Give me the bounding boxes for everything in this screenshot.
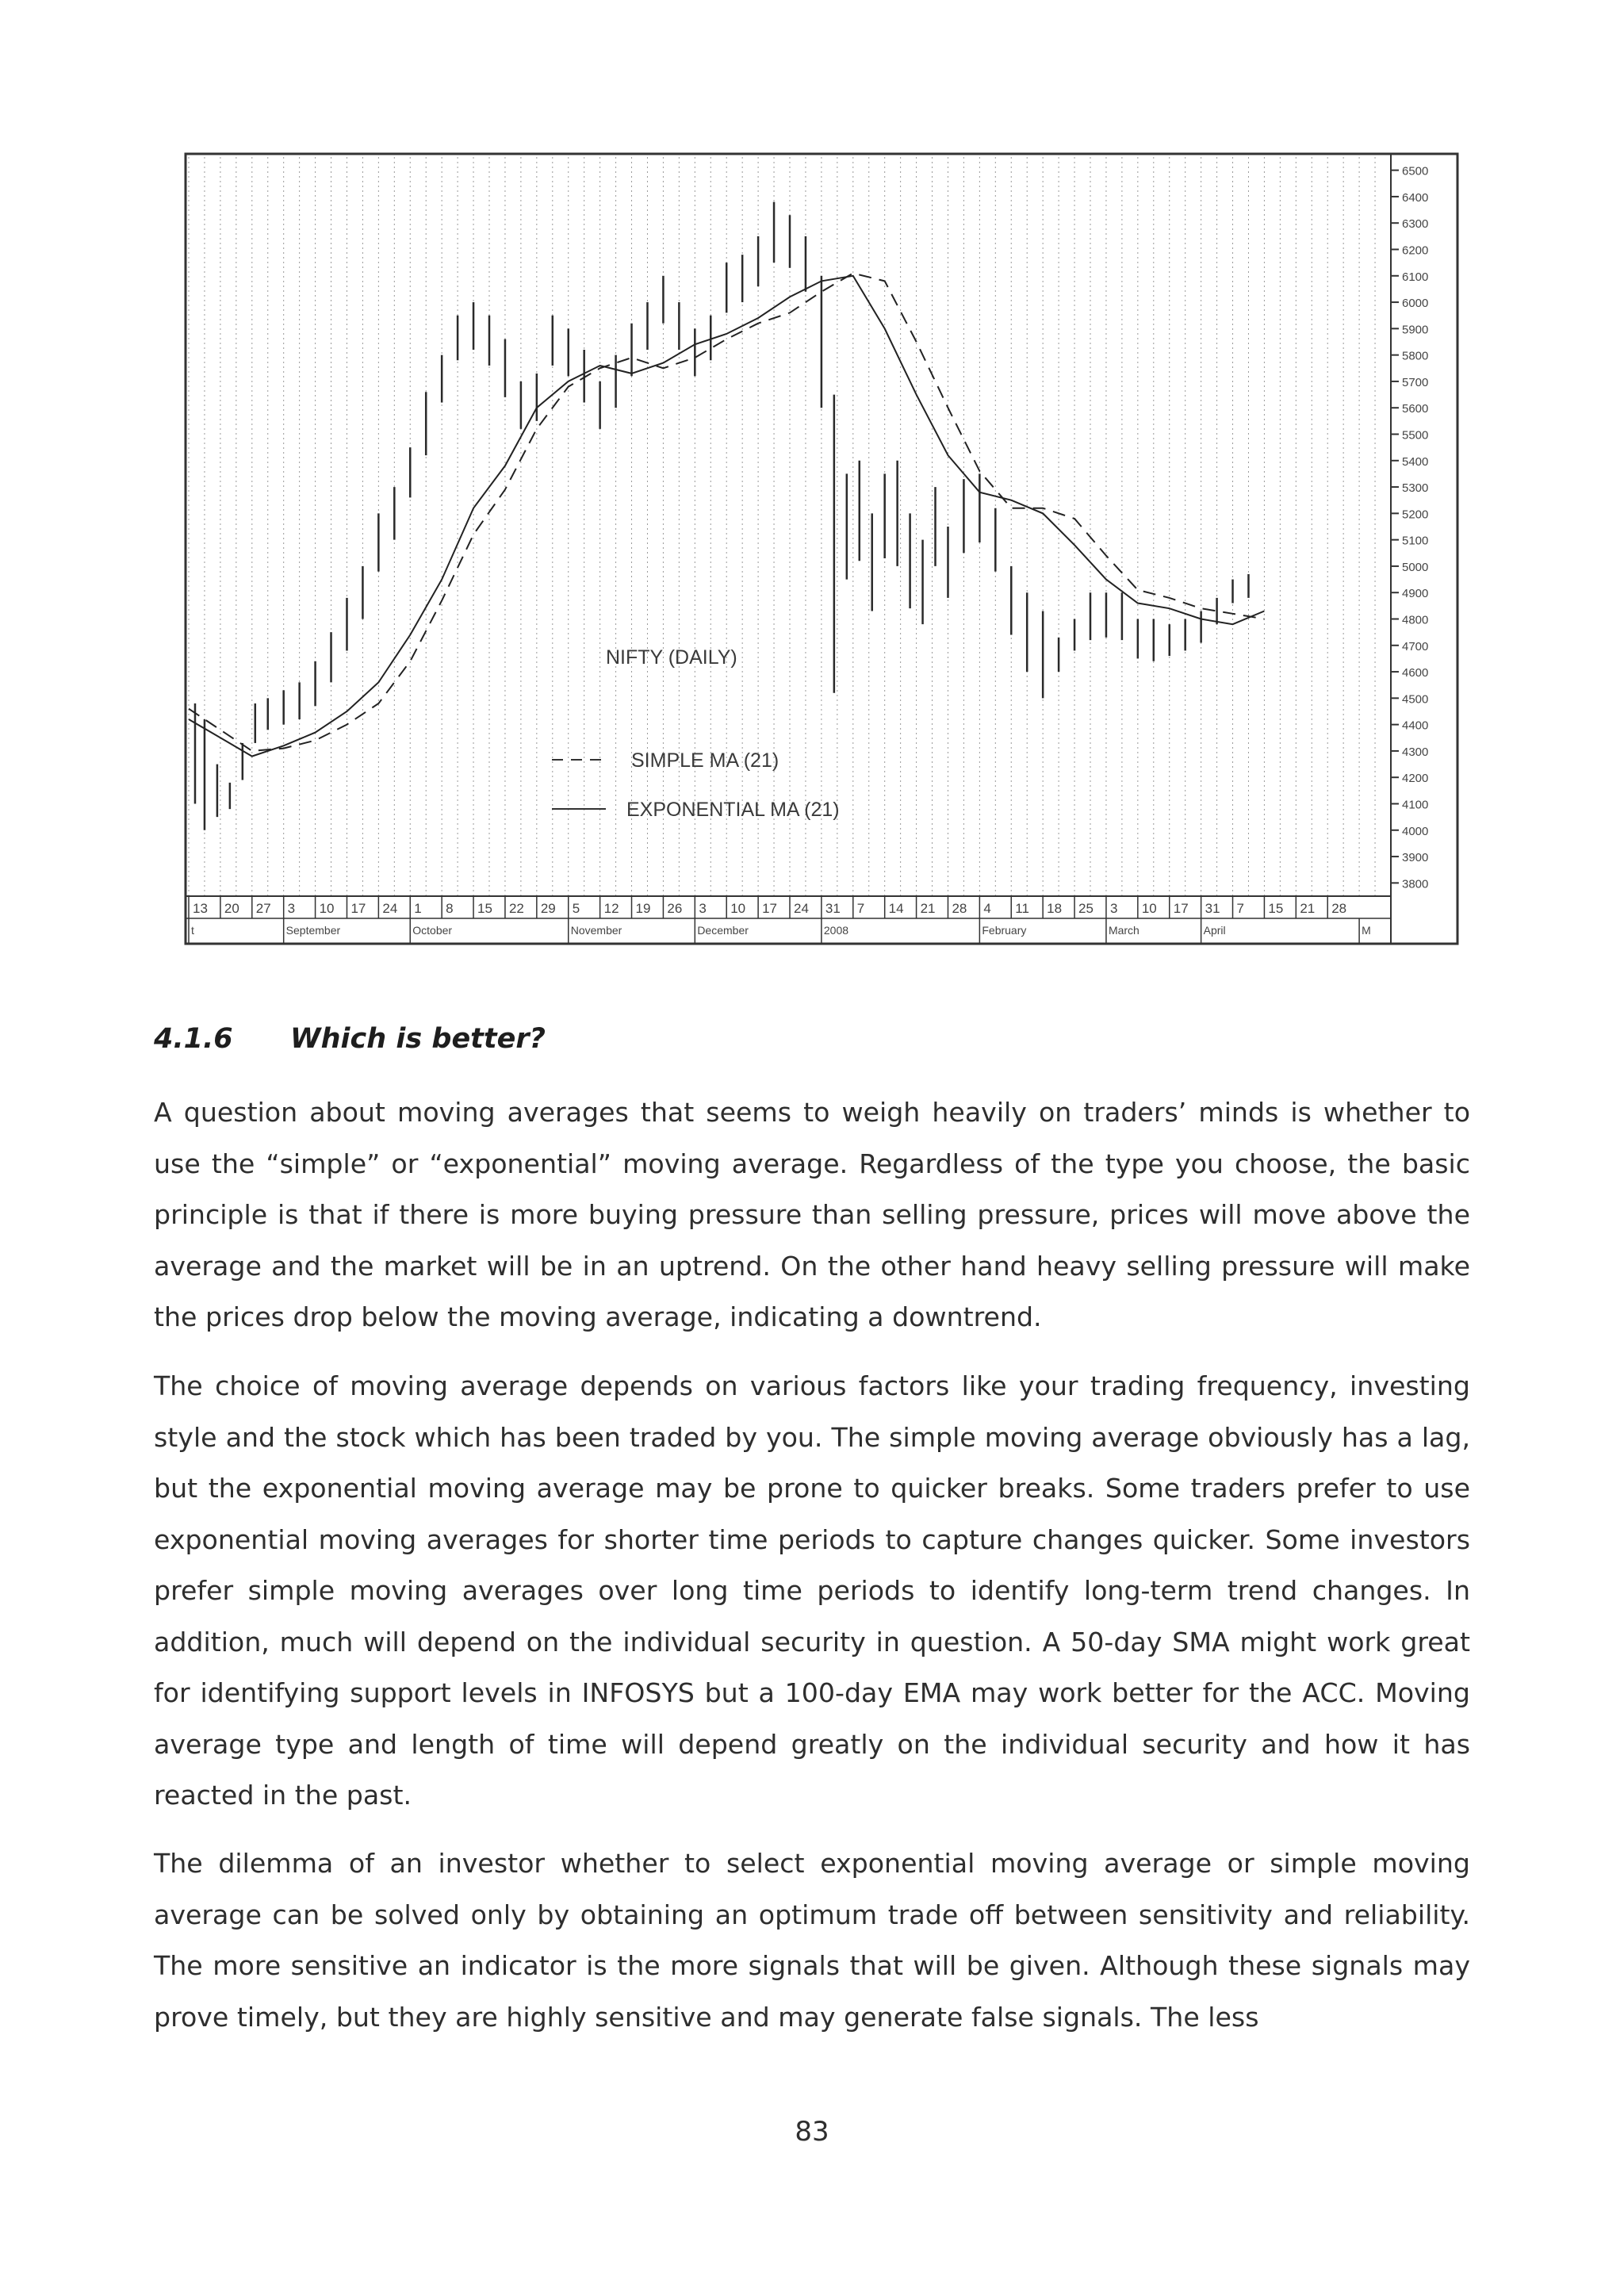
x-tick-label: 7 bbox=[856, 901, 865, 916]
x-tick-label: 24 bbox=[794, 901, 809, 916]
x-tick-label: 25 bbox=[1078, 901, 1094, 916]
x-tick-label: 26 bbox=[667, 901, 683, 916]
x-tick-label: 3 bbox=[1109, 901, 1118, 916]
paragraph-2: The choice of moving average depends on various factors like your trading frequency, investing style and the stock which has been traded by you. The simple moving average obviously has a lag, but the exponential moving average may be prone to quicker breaks. Some traders prefer to use exponential moving averages for shorter time periods to capture changes quicker. Some investors prefer simple moving averages over long time periods to identify long-term trend changes. In addition, much will depend on the individual security in question. A 50-day SMA might work great for identifying support levels in INFOSYS but a 100-day EMA may work better for the ACC. Moving average type and length of time will depend greatly on the individual security and how it has reacted in the past. bbox=[154, 1370, 1470, 1811]
x-tick-label: 28 bbox=[952, 901, 967, 916]
y-tick-label: 6300 bbox=[1402, 217, 1429, 232]
y-tick-label: 5700 bbox=[1402, 375, 1429, 389]
y-tick-label: 5900 bbox=[1402, 323, 1429, 337]
y-tick-label: 5800 bbox=[1402, 349, 1429, 363]
x-tick-label: 13 bbox=[193, 901, 208, 916]
legend-label-exponential-ma: EXPONENTIAL MA (21) bbox=[626, 799, 840, 821]
month-label: March bbox=[1108, 924, 1139, 937]
y-tick-label: 4900 bbox=[1402, 587, 1429, 601]
y-tick-label: 6200 bbox=[1402, 243, 1429, 258]
y-tick-label: 4100 bbox=[1402, 798, 1429, 812]
x-tick-label: 5 bbox=[572, 901, 580, 916]
nifty-daily-chart bbox=[184, 152, 1459, 945]
y-tick-label: 4500 bbox=[1402, 692, 1429, 707]
x-tick-label: 19 bbox=[635, 901, 651, 916]
x-tick-label: 10 bbox=[1141, 901, 1157, 916]
paragraph-3: The dilemma of an investor whether to select exponential moving average or simple moving average can be solved only by obtaining an optimum trade off between sensitivity and reliability. The more sensitive an indicator is the more signals that will be given. Although these signals may prove timely, but they are highly sensitive and may generate false signals. The less bbox=[154, 1848, 1470, 2033]
y-tick-label: 3900 bbox=[1402, 851, 1429, 865]
chart-canvas bbox=[184, 152, 1459, 945]
x-tick-label: 17 bbox=[1173, 901, 1189, 916]
y-tick-label: 5300 bbox=[1402, 481, 1429, 496]
y-tick-label: 6400 bbox=[1402, 190, 1429, 205]
chart-title: NIFTY (DAILY) bbox=[606, 646, 737, 669]
x-tick-label: 28 bbox=[1331, 901, 1347, 916]
month-label: 2008 bbox=[823, 924, 849, 937]
y-tick-label: 5600 bbox=[1402, 402, 1429, 416]
x-tick-label: 20 bbox=[224, 901, 239, 916]
x-tick-label: 27 bbox=[255, 901, 271, 916]
x-tick-label: 31 bbox=[1205, 901, 1220, 916]
x-tick-label: 3 bbox=[699, 901, 707, 916]
month-label: October bbox=[412, 924, 453, 937]
y-tick-label: 6500 bbox=[1402, 164, 1429, 178]
x-tick-label: 8 bbox=[446, 901, 454, 916]
y-tick-label: 5100 bbox=[1402, 534, 1429, 548]
y-tick-label: 5500 bbox=[1402, 428, 1429, 443]
x-tick-label: 10 bbox=[319, 901, 335, 916]
y-tick-label: 4300 bbox=[1402, 745, 1429, 759]
y-tick-label: 4700 bbox=[1402, 639, 1429, 653]
section-title: Which is better? bbox=[290, 1023, 546, 1055]
y-tick-label: 6100 bbox=[1402, 270, 1429, 284]
month-label: t bbox=[191, 924, 194, 937]
x-tick-label: 3 bbox=[287, 901, 296, 916]
month-label: M bbox=[1362, 924, 1371, 937]
month-label: September bbox=[285, 924, 341, 937]
y-tick-label: 4400 bbox=[1402, 719, 1429, 733]
x-tick-label: 7 bbox=[1236, 901, 1244, 916]
month-label: April bbox=[1203, 924, 1226, 937]
legend-label-simple-ma: SIMPLE MA (21) bbox=[631, 749, 779, 772]
x-tick-label: 15 bbox=[477, 901, 492, 916]
x-tick-label: 4 bbox=[983, 901, 991, 916]
x-tick-label: 29 bbox=[540, 901, 556, 916]
y-tick-label: 4200 bbox=[1402, 772, 1429, 786]
paragraph-1: A question about moving averages that seems to weigh heavily on traders’ minds is whether to use the “simple” or “exponential” moving average. Regardless of the type you choose, the basic principle is that if there is more buying pressure than selling pressure, prices will move above the average and the market will be in an uptrend. On the other hand heavy selling pressure will make the prices drop below the moving average, indicating a downtrend. bbox=[154, 1097, 1470, 1332]
x-tick-label: 21 bbox=[1300, 901, 1316, 916]
x-tick-label: 1 bbox=[414, 901, 422, 916]
section-heading bbox=[154, 1020, 546, 1058]
y-tick-label: 5000 bbox=[1402, 560, 1429, 574]
y-tick-label: 3800 bbox=[1402, 877, 1429, 891]
x-tick-label: 17 bbox=[350, 901, 366, 916]
section-number: 4.1.6 bbox=[154, 1023, 233, 1055]
x-tick-label: 14 bbox=[888, 901, 904, 916]
x-tick-label: 31 bbox=[825, 901, 841, 916]
x-tick-label: 12 bbox=[603, 901, 619, 916]
x-tick-label: 18 bbox=[1047, 901, 1063, 916]
month-label: December bbox=[697, 924, 749, 937]
x-tick-label: 11 bbox=[1015, 901, 1029, 916]
x-tick-label: 24 bbox=[382, 901, 398, 916]
y-tick-label: 6000 bbox=[1402, 297, 1429, 311]
month-label: November bbox=[570, 924, 622, 937]
x-tick-label: 10 bbox=[730, 901, 746, 916]
y-tick-label: 5200 bbox=[1402, 508, 1429, 522]
x-tick-label: 22 bbox=[508, 901, 524, 916]
y-tick-label: 5400 bbox=[1402, 454, 1429, 469]
x-tick-label: 17 bbox=[762, 901, 778, 916]
month-label: February bbox=[982, 924, 1027, 937]
y-tick-label: 4800 bbox=[1402, 613, 1429, 627]
y-tick-label: 4600 bbox=[1402, 666, 1429, 680]
y-tick-label: 4000 bbox=[1402, 824, 1429, 838]
x-tick-label: 21 bbox=[920, 901, 936, 916]
x-tick-label: 15 bbox=[1268, 901, 1284, 916]
page-number: 83 bbox=[795, 2116, 829, 2148]
